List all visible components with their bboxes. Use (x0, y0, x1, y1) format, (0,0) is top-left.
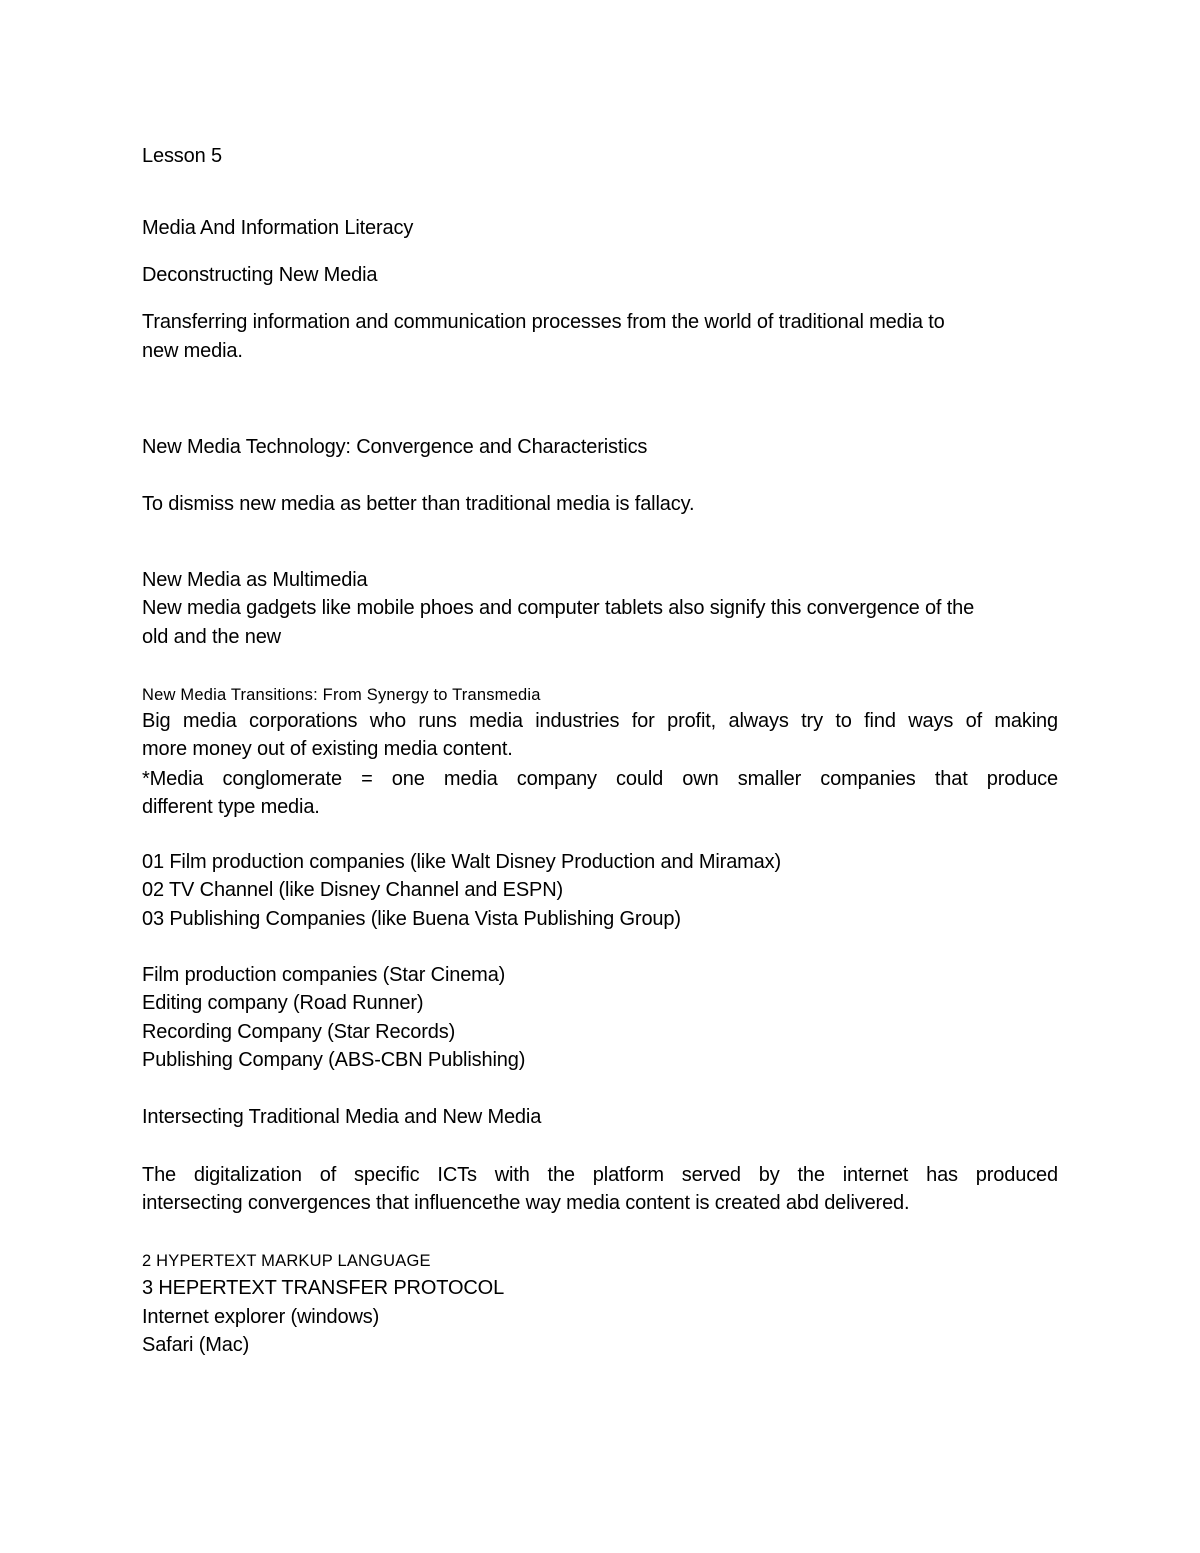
transitions-heading: New Media Transitions: From Synergy to Transmedia (142, 686, 541, 704)
multimedia-line-1: New media gadgets like mobile phoes and computer tablets also signify this convergence of the (142, 597, 975, 619)
abs-list-item: Publishing Company (ABS-CBN Publishing) (142, 1049, 526, 1071)
multimedia-line-2: old and the new (142, 626, 281, 648)
conglomerate-line-2: different type media. (142, 796, 320, 818)
fallacy-statement: To dismiss new media as better than traditional media is fallacy. (142, 493, 695, 515)
abs-list-item: Editing company (Road Runner) (142, 992, 424, 1014)
multimedia-heading: New Media as Multimedia (142, 569, 368, 591)
digitalization-line-1: The digitalization of specific ICTs with the platform served by the internet has produced (142, 1164, 1058, 1186)
http-item: 3 HEPERTEXT TRANSFER PROTOCOL (142, 1277, 505, 1299)
section-convergence-heading: New Media Technology: Convergence and Characteristics (142, 436, 648, 458)
abs-list-item: Film production companies (Star Cinema) (142, 964, 506, 986)
html-item: 2 HYPERTEXT MARKUP LANGUAGE (142, 1252, 431, 1270)
corporations-line-2: more money out of existing media content. (142, 738, 513, 760)
abs-list-item: Recording Company (Star Records) (142, 1021, 456, 1043)
browser-ie: Internet explorer (windows) (142, 1306, 380, 1328)
disney-list-item: 02 TV Channel (like Disney Channel and ESPN) (142, 879, 564, 901)
conglomerate-line-1: *Media conglomerate = one media company could own smaller companies that produce (142, 768, 1058, 790)
disney-list-item: 01 Film production companies (like Walt Disney Production and Miramax) (142, 851, 782, 873)
digitalization-line-2: intersecting convergences that influencethe way media content is created abd delivered. (142, 1192, 910, 1214)
disney-list-item: 03 Publishing Companies (like Buena Vista Publishing Group) (142, 908, 681, 930)
topic-title: Deconstructing New Media (142, 264, 378, 286)
course-title: Media And Information Literacy (142, 217, 414, 239)
lesson-number: Lesson 5 (142, 145, 222, 167)
browser-safari: Safari (Mac) (142, 1334, 250, 1356)
intro-line-2: new media. (142, 340, 243, 362)
corporations-line-1: Big media corporations who runs media industries for profit, always try to find ways of making (142, 710, 1058, 732)
intro-line-1: Transferring information and communication processes from the world of traditional media to (142, 311, 945, 333)
intersecting-heading: Intersecting Traditional Media and New Media (142, 1106, 542, 1128)
